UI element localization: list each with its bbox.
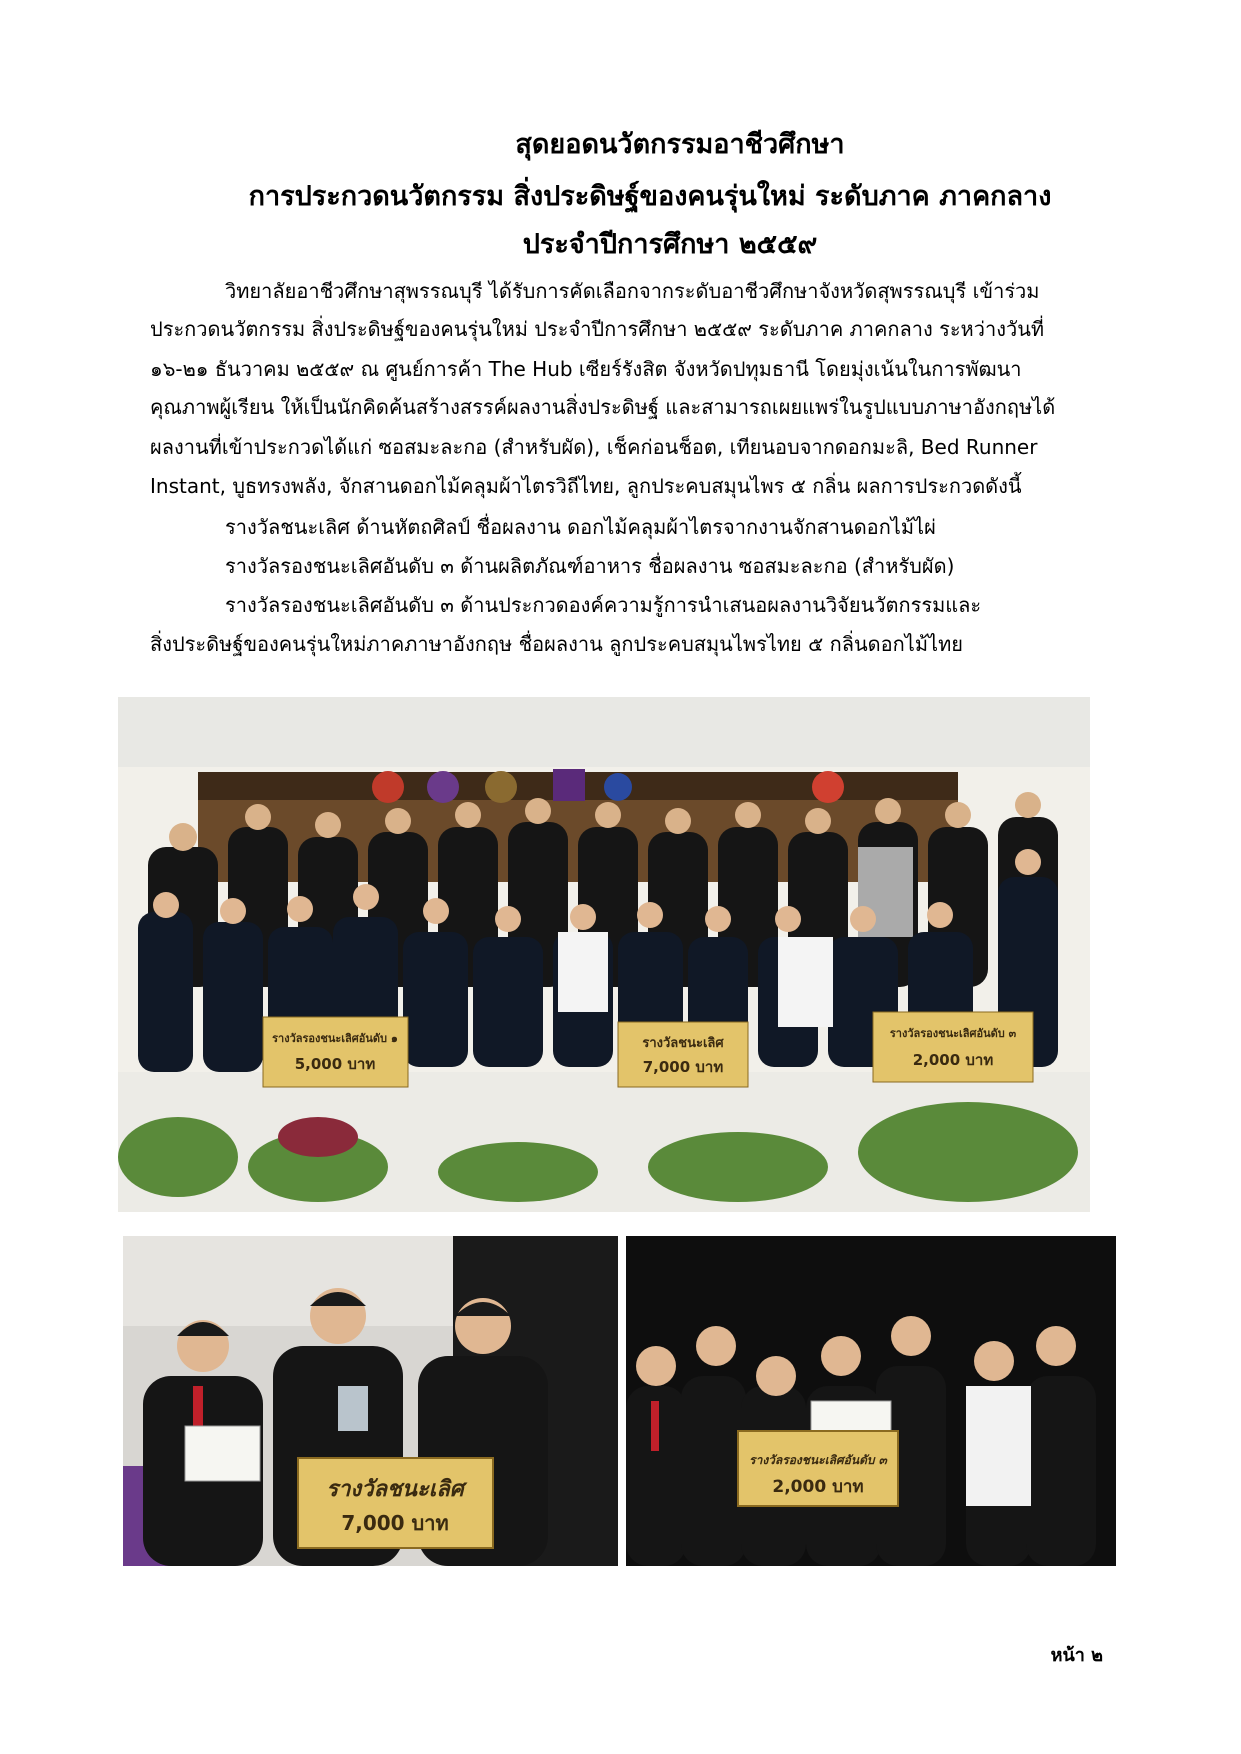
- award-line-1: รางวัลชนะเลิศ ด้านหัตถศิลป์ ชื่อผลงาน ดอกไม้คลุมผ้าไตรจากงานจักสานดอกไม้ไผ่: [225, 515, 936, 539]
- winner-photo: [123, 1236, 618, 1566]
- group-board-2-title: รางวัลชนะเลิศ: [642, 1036, 724, 1051]
- award-line-3: รางวัลรองชนะเลิศอันดับ ๓ ด้านประกวดองค์ความรู้การนำเสนอผลงานวิจัยนวัตกรรมและ: [225, 593, 982, 617]
- paragraph-line-6: Instant, บูธทรงพลัง, จักสานดอกไม้คลุมผ้าไตรวิถีไทย, ลูกประคบสมุนไพร ๕ กลิ่น ผลการประกวดดังนี้: [150, 474, 1022, 498]
- paragraph-line-1: วิทยาลัยอาชีวศึกษาสุพรรณบุรี ได้รับการคัดเลือกจากระดับอาชีวศึกษาจังหวัดสุพรรณบุรี เข้าร่วม: [225, 279, 1040, 303]
- paragraph-line-4: คุณภาพผู้เรียน ให้เป็นนักคิดค้นสร้างสรรค์ผลงานสิ่งประดิษฐ์ และสามารถเผยแพร่ในรูปแบบภาษาอังกฤษได้: [150, 395, 1056, 419]
- winner-board-amount: 7,000 บาท: [341, 1511, 449, 1535]
- group-board-3-title: รางวัลรองชนะเลิศอันดับ ๓: [889, 1027, 1017, 1040]
- group-board-1-title: รางวัลรองชนะเลิศอันดับ ๑: [272, 1032, 398, 1045]
- heading-line-1: สุดยอดนวัตกรรมอาชีวศึกษา: [515, 129, 845, 160]
- group-photo: [118, 697, 1090, 1212]
- team-board-amount: 2,000 บาท: [772, 1477, 864, 1497]
- paragraph-line-5: ผลงานที่เข้าประกวดได้แก่ ซอสมะละกอ (สำหรับผัด), เช็คก่อนช็อต, เทียนอบจากดอกมะลิ, Bed Runner: [150, 435, 1038, 459]
- team-photo: [626, 1236, 1116, 1566]
- paragraph-line-2: ประกวดนวัตกรรม สิ่งประดิษฐ์ของคนรุ่นใหม่ ประจำปีการศึกษา ๒๕๕๙ ระดับภาค ภาคกลาง ระหว่างวันที่: [150, 317, 1045, 341]
- group-board-3-amount: 2,000 บาท: [912, 1051, 994, 1069]
- award-line-4: สิ่งประดิษฐ์ของคนรุ่นใหม่ภาคภาษาอังกฤษ ชื่อผลงาน ลูกประคบสมุนไพรไทย ๕ กลิ่นดอกไม้ไทย: [150, 632, 963, 656]
- winner-board-title: รางวัลชนะเลิศ: [326, 1477, 464, 1502]
- paragraph-line-3: ๑๖-๒๑ ธันวาคม ๒๕๕๙ ณ ศูนย์การค้า The Hub เซียร์รังสิต จังหวัดปทุมธานี โดยมุ่งเน้นในการพัฒนา: [150, 357, 1022, 381]
- team-board-title: รางวัลรองชนะเลิศอันดับ ๓: [749, 1453, 887, 1467]
- page-number: หน้า ๒: [1050, 1645, 1103, 1666]
- award-line-2: รางวัลรองชนะเลิศอันดับ ๓ ด้านผลิตภัณฑ์อาหาร ชื่อผลงาน ซอสมะละกอ (สำหรับผัด): [225, 554, 955, 578]
- group-board-1-amount: 5,000 บาท: [294, 1055, 376, 1073]
- heading-line-3: ประจำปีการศึกษา ๒๕๕๙: [522, 229, 818, 260]
- group-board-2-amount: 7,000 บาท: [642, 1058, 724, 1076]
- heading-line-2: การประกวดนวัตกรรม สิ่งประดิษฐ์ของคนรุ่นใหม่ ระดับภาค ภาคกลาง: [248, 181, 1052, 212]
